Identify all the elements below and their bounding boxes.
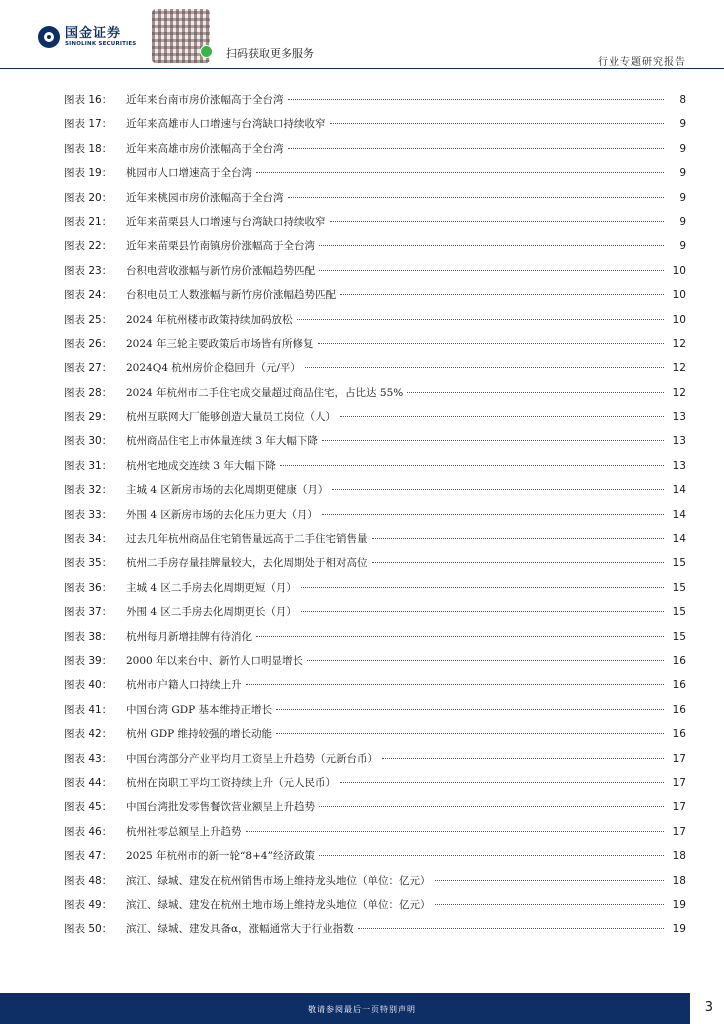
page-ref: 17 (672, 776, 686, 789)
toc-entry[interactable] (64, 238, 686, 262)
page-ref: 14 (672, 484, 686, 497)
toc-entry[interactable] (64, 604, 686, 628)
dot-leader (319, 270, 664, 271)
figure-title: 2000 年以来台中、新竹人口明显增长 (126, 654, 304, 667)
page-ref: 19 (672, 898, 686, 911)
figure-label: 图表 30： (64, 435, 113, 448)
figure-label: 图表 23： (64, 264, 113, 277)
dot-leader (358, 928, 664, 929)
dot-leader (372, 562, 665, 563)
figure-label: 图表 41： (64, 703, 113, 716)
figure-title: 2024 年杭州楼市政策持续加码放松 (126, 313, 293, 326)
figure-title: 杭州每月新增挂牌有待消化 (126, 630, 252, 643)
figure-title: 杭州市户籍人口持续上升 (126, 679, 242, 692)
page-ref: 9 (679, 167, 686, 180)
page-ref: 9 (679, 118, 686, 131)
page-ref: 15 (672, 557, 686, 570)
toc-entry[interactable] (64, 458, 686, 482)
dot-leader (256, 172, 664, 173)
page-ref: 16 (672, 654, 686, 667)
figure-label: 图表 44： (64, 776, 113, 789)
document-type: 行业专题研究报告 (598, 57, 686, 68)
toc-entry[interactable] (64, 385, 686, 409)
figure-title: 中国台湾 GDP 基本维持正增长 (126, 703, 273, 716)
figure-title: 中国台湾部分产业平均月工资呈上升趋势（元新台币） (126, 752, 378, 765)
dot-leader (246, 684, 665, 685)
figure-title: 近年来高雄市房价涨幅高于全台湾 (126, 142, 284, 155)
figure-label: 图表 20： (64, 191, 113, 204)
figure-label: 图表 50： (64, 923, 113, 936)
dot-leader (319, 855, 664, 856)
qr-caption: 扫码获取更多服务 (226, 47, 314, 60)
figure-title: 2024 年杭州市二手住宅成交量超过商品住宅，占比达 55% (126, 386, 404, 399)
dot-leader (340, 416, 664, 417)
page-ref: 14 (672, 508, 686, 521)
dot-leader (372, 538, 665, 539)
figure-title: 主城 4 区二手房去化周期更短（月） (126, 581, 297, 594)
figure-title: 台积电营收涨幅与新竹房价涨幅趋势匹配 (126, 264, 315, 277)
dot-leader (407, 392, 664, 393)
figure-title: 过去几年杭州商品住宅销售量远高于二手住宅销售量 (126, 533, 368, 546)
toc-entry[interactable] (64, 263, 686, 287)
dot-leader (435, 880, 665, 881)
page-ref: 15 (672, 630, 686, 643)
figure-title: 杭州商品住宅上市体量连续 3 年大幅下降 (126, 435, 318, 448)
dot-leader (280, 465, 664, 466)
figure-label: 图表 49： (64, 898, 113, 911)
page-ref: 13 (672, 435, 686, 448)
dot-leader (307, 660, 664, 661)
figure-label: 图表 28： (64, 386, 113, 399)
toc-entry[interactable] (64, 409, 686, 433)
toc-entry[interactable] (64, 873, 686, 897)
dot-leader (276, 709, 664, 710)
figure-label: 图表 43： (64, 752, 113, 765)
toc-entry[interactable] (64, 921, 686, 945)
page-ref: 12 (672, 386, 686, 399)
page-ref: 12 (672, 337, 686, 350)
toc-entry[interactable] (64, 360, 686, 384)
figure-title: 中国台湾批发零售餐饮营业额呈上升趋势 (126, 801, 315, 814)
toc-entry[interactable] (64, 555, 686, 579)
toc-entry[interactable] (64, 92, 686, 116)
figure-title: 2024 年三轮主要政策后市场皆有所修复 (126, 337, 314, 350)
figure-title: 杭州 GDP 维持较强的增长动能 (126, 728, 273, 741)
dot-leader (288, 197, 665, 198)
figure-label: 图表 24： (64, 289, 113, 302)
page-ref: 10 (672, 264, 686, 277)
dot-leader (318, 343, 664, 344)
page-ref: 17 (672, 801, 686, 814)
figure-title: 滨江、绿城、建发在杭州销售市场上维持龙头地位（单位：亿元） (126, 874, 431, 887)
page-ref: 18 (672, 850, 686, 863)
page-ref: 9 (679, 191, 686, 204)
footer-disclaimer: 敬请参阅最后一页特别声明 (308, 1005, 416, 1014)
logo-icon (38, 26, 60, 48)
company-logo (38, 26, 136, 48)
page-ref: 13 (672, 411, 686, 424)
figure-label: 图表 38： (64, 630, 113, 643)
toc-entry[interactable] (64, 165, 686, 189)
toc-entry[interactable] (64, 507, 686, 531)
figure-label: 图表 34： (64, 533, 113, 546)
figure-label: 图表 22： (64, 240, 113, 253)
toc-entry[interactable] (64, 799, 686, 823)
figure-title: 桃园市人口增速高于全台湾 (126, 167, 252, 180)
figure-label: 图表 25： (64, 313, 113, 326)
page-ref: 15 (672, 581, 686, 594)
figure-label: 图表 39： (64, 654, 113, 667)
page-ref: 12 (672, 362, 686, 375)
page-ref: 9 (679, 215, 686, 228)
figure-label: 图表 21： (64, 215, 113, 228)
dot-leader (332, 489, 664, 490)
page-header (0, 0, 724, 70)
dot-leader (288, 148, 665, 149)
dot-leader (330, 221, 665, 222)
toc-entry[interactable] (64, 751, 686, 775)
figure-title: 近年来高雄市人口增速与台湾缺口持续收窄 (126, 118, 326, 131)
figure-label: 图表 19： (64, 167, 113, 180)
figure-label: 图表 42： (64, 728, 113, 741)
dot-leader (246, 831, 665, 832)
figure-title: 杭州在岗职工平均工资持续上升（元人民币） (126, 776, 336, 789)
figure-label: 图表 27： (64, 362, 113, 375)
figure-label: 图表 40： (64, 679, 113, 692)
figure-label: 图表 35： (64, 557, 113, 570)
toc-entry[interactable] (64, 336, 686, 360)
dot-leader (297, 319, 664, 320)
figure-title: 杭州社零总额呈上升趋势 (126, 825, 242, 838)
toc-entry[interactable] (64, 116, 686, 140)
toc-entry[interactable] (64, 653, 686, 677)
page-ref: 16 (672, 703, 686, 716)
page-number: 3 (704, 1000, 713, 1015)
toc-entry[interactable] (64, 433, 686, 457)
figure-title: 台积电员工人数涨幅与新竹房价涨幅趋势匹配 (126, 289, 336, 302)
toc-entry[interactable] (64, 580, 686, 604)
figure-label: 图表 37： (64, 606, 113, 619)
dot-leader (382, 758, 664, 759)
page-ref: 13 (672, 459, 686, 472)
page-ref: 19 (672, 923, 686, 936)
figure-title: 杭州二手房存量挂牌量较大，去化周期处于相对高位 (126, 557, 368, 570)
dot-leader (330, 123, 665, 124)
dot-leader (288, 99, 665, 100)
dot-leader (301, 587, 664, 588)
dot-leader (305, 367, 664, 368)
page-ref: 9 (679, 142, 686, 155)
dot-leader (301, 611, 664, 612)
figure-title: 2024Q4 杭州房价企稳回升（元/平） (126, 362, 301, 375)
dot-leader (256, 636, 664, 637)
page-ref: 10 (672, 289, 686, 302)
page-ref: 10 (672, 313, 686, 326)
figure-title: 外围 4 区新房市场的去化压力更大（月） (126, 508, 318, 521)
dot-leader (340, 782, 664, 783)
figure-label: 图表 32： (64, 484, 113, 497)
figure-label: 图表 33： (64, 508, 113, 521)
figure-title: 近年来苗栗县竹南镇房价涨幅高于全台湾 (126, 240, 315, 253)
dot-leader (322, 514, 664, 515)
figure-label: 图表 29： (64, 411, 113, 424)
figure-title: 近年来苗栗县人口增速与台湾缺口持续收窄 (126, 215, 326, 228)
toc-entry[interactable] (64, 775, 686, 799)
dot-leader (322, 440, 664, 441)
figure-title: 主城 4 区新房市场的去化周期更健康（月） (126, 484, 329, 497)
figure-title: 杭州互联网大厂能够创造大量员工岗位（人） (126, 411, 336, 424)
toc-entry[interactable] (64, 848, 686, 872)
dot-leader (319, 806, 664, 807)
figure-title: 近年来台南市房价涨幅高于全台湾 (126, 94, 284, 106)
header-divider (0, 68, 724, 69)
toc-entry[interactable] (64, 897, 686, 921)
dot-leader (319, 245, 664, 246)
toc-entry[interactable] (64, 677, 686, 701)
figure-title: 滨江、绿城、建发在杭州土地市场上维持龙头地位（单位：亿元） (126, 898, 431, 911)
toc-entry[interactable] (64, 726, 686, 750)
figure-title: 外围 4 区二手房去化周期更长（月） (126, 606, 297, 619)
page-ref: 8 (679, 94, 686, 106)
toc-entry[interactable] (64, 702, 686, 726)
dot-leader (435, 904, 665, 905)
figure-label: 图表 45： (64, 801, 113, 814)
toc-entry[interactable] (64, 824, 686, 848)
page-ref: 14 (672, 533, 686, 546)
toc-entry[interactable] (64, 312, 686, 336)
figure-list (64, 92, 686, 946)
page-ref: 17 (672, 752, 686, 765)
toc-entry[interactable] (64, 190, 686, 214)
figure-label: 图表 16： (64, 94, 113, 106)
figure-title: 近年来桃园市房价涨幅高于全台湾 (126, 191, 284, 204)
dot-leader (340, 294, 664, 295)
toc-entry[interactable] (64, 287, 686, 311)
figure-label: 图表 26： (64, 337, 113, 350)
toc-entry[interactable] (64, 214, 686, 238)
brand-name-cn: 国金证券 (65, 25, 122, 41)
toc-entry[interactable] (64, 141, 686, 165)
figure-label: 图表 36： (64, 581, 113, 594)
figure-label: 图表 17： (64, 118, 113, 131)
figure-title: 2025 年杭州市的新一轮“8+4”经济政策 (126, 850, 315, 863)
toc-entry[interactable] (64, 629, 686, 653)
page-ref: 9 (679, 240, 686, 253)
toc-entry[interactable] (64, 531, 686, 555)
page-ref: 16 (672, 679, 686, 692)
dot-leader (276, 733, 664, 734)
toc-entry[interactable] (64, 482, 686, 506)
brand-name-en: SINOLINK SECURITIES (65, 40, 137, 47)
figure-label: 图表 48： (64, 874, 113, 887)
figure-title: 滨江、绿城、建发具备α，涨幅通常大于行业指数 (126, 923, 354, 936)
page-ref: 16 (672, 728, 686, 741)
page-ref: 15 (672, 606, 686, 619)
wechat-badge-icon (200, 45, 213, 58)
figure-label: 图表 18： (64, 142, 113, 155)
page-ref: 17 (672, 825, 686, 838)
figure-label: 图表 46： (64, 825, 113, 838)
figure-title: 杭州宅地成交连续 3 年大幅下降 (126, 459, 276, 472)
page-ref: 18 (672, 874, 686, 887)
figure-label: 图表 47： (64, 850, 113, 863)
figure-label: 图表 31： (64, 459, 113, 472)
